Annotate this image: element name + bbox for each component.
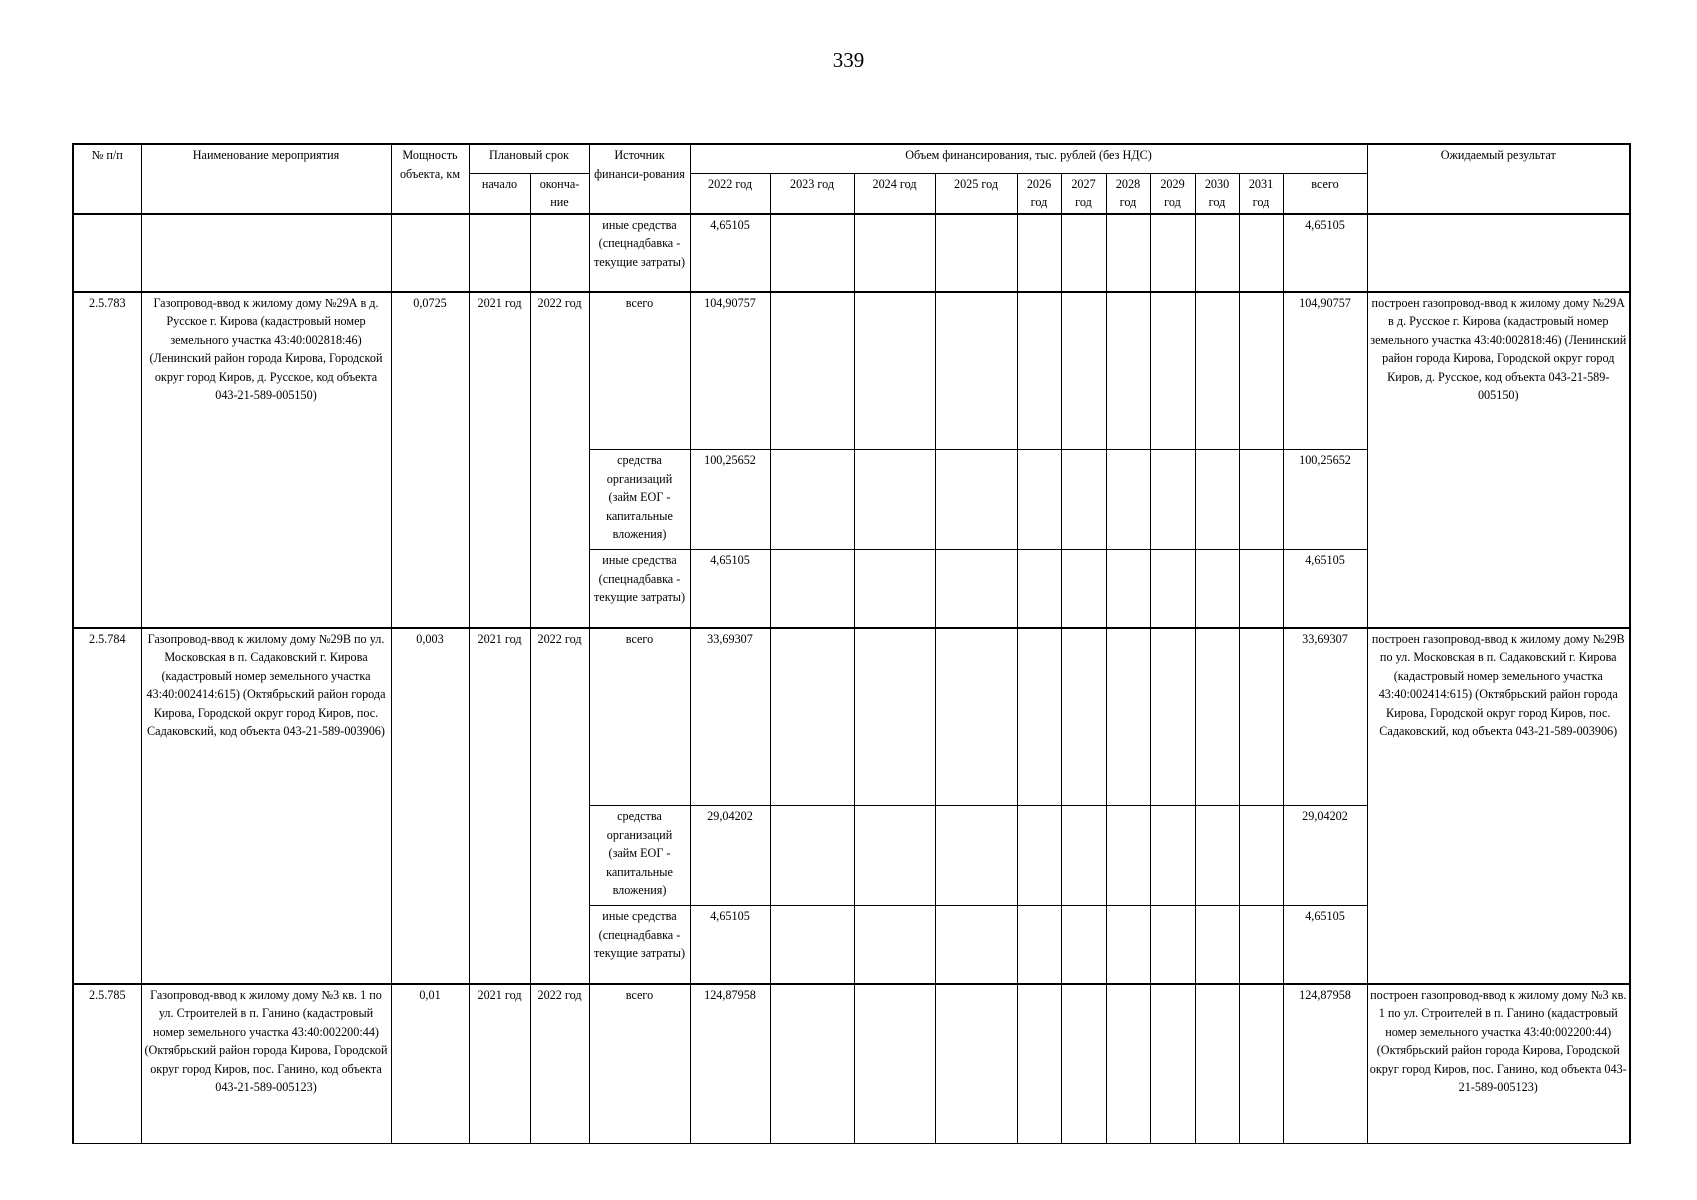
financing-table	[72, 143, 1631, 1144]
empty-cell	[1239, 550, 1283, 628]
empty-cell	[935, 550, 1017, 628]
item-source: всего	[589, 292, 690, 450]
item-y2022: 100,25652	[690, 450, 770, 550]
item-source: иные средства (спецнадбавка - текущие затраты)	[589, 550, 690, 628]
item-source: всего	[589, 628, 690, 806]
empty-cell	[1150, 906, 1195, 984]
item-y2022: 33,69307	[690, 628, 770, 806]
empty-cell	[1195, 628, 1239, 806]
empty-cell	[73, 214, 141, 292]
empty-cell	[770, 450, 854, 550]
empty-cell	[935, 628, 1017, 806]
empty-cell	[1195, 550, 1239, 628]
header-year: 2029 год	[1150, 173, 1195, 214]
empty-cell	[1150, 292, 1195, 450]
item-source: средства организаций (займ ЕОГ - капитальные вложения)	[589, 450, 690, 550]
empty-cell	[1150, 806, 1195, 906]
item-num: 2.5.785	[73, 984, 141, 1144]
item-row	[73, 292, 1630, 450]
empty-cell	[770, 214, 854, 292]
item-y2022: 29,04202	[690, 806, 770, 906]
empty-cell	[770, 550, 854, 628]
carry-over-row	[73, 214, 1630, 292]
empty-cell	[1017, 984, 1061, 1144]
header-source: Источник финанси-рования	[589, 144, 690, 214]
empty-cell	[1061, 628, 1106, 806]
item-capacity: 0,01	[391, 984, 469, 1144]
header-year: 2026 год	[1017, 173, 1061, 214]
item-total: 104,90757	[1283, 292, 1367, 450]
empty-cell	[935, 806, 1017, 906]
header-total: всего	[1283, 173, 1367, 214]
empty-cell	[1061, 450, 1106, 550]
empty-cell	[854, 550, 935, 628]
empty-cell	[770, 984, 854, 1144]
header-year: 2024 год	[854, 173, 935, 214]
item-total: 4,65105	[1283, 550, 1367, 628]
empty-cell	[1017, 450, 1061, 550]
item-source: иные средства (спецнадбавка - текущие затраты)	[589, 906, 690, 984]
empty-cell	[1195, 214, 1239, 292]
header-year: 2031 год	[1239, 173, 1283, 214]
header-result: Ожидаемый результат	[1367, 144, 1630, 214]
empty-cell	[1239, 450, 1283, 550]
empty-cell	[1106, 906, 1150, 984]
item-result: построен газопровод-ввод к жилому дому №3 кв. 1 по ул. Строителей в п. Ганино (кадастровый номер земельного участка 43:40:002200:44) (Октябрьский район города Кирова, Городской округ город Киров, пос. Ганино, код объекта 043-21-589-005123)	[1367, 984, 1630, 1144]
item-capacity: 0,0725	[391, 292, 469, 628]
item-end: 2022 год	[530, 628, 589, 984]
item-source: средства организаций (займ ЕОГ - капитальные вложения)	[589, 806, 690, 906]
empty-cell	[854, 292, 935, 450]
empty-cell	[1367, 214, 1630, 292]
item-y2022: 104,90757	[690, 292, 770, 450]
item-total: 100,25652	[1283, 450, 1367, 550]
empty-cell	[1106, 806, 1150, 906]
header-year: 2023 год	[770, 173, 854, 214]
item-result: построен газопровод-ввод к жилому дому №29А в д. Русское г. Кирова (кадастровый номер земельного участка 43:40:002818:46) (Ленинский район города Кирова, Городской округ город Киров, д. Русское, код объекта 043-21-589-005150)	[1367, 292, 1630, 628]
empty-cell	[1106, 984, 1150, 1144]
empty-cell	[854, 214, 935, 292]
empty-cell	[935, 450, 1017, 550]
header-start: начало	[469, 173, 530, 214]
empty-cell	[854, 450, 935, 550]
empty-cell	[469, 214, 530, 292]
item-source: всего	[589, 984, 690, 1144]
item-result: построен газопровод-ввод к жилому дому №29В по ул. Московская в п. Садаковский г. Кирова (кадастровый номер земельного участка 43:40:002414:615) (Октябрьский район города Кирова, Городской округ город Киров, пос. Садаковский, код объекта 043-21-589-003906)	[1367, 628, 1630, 984]
item-y2022: 4,65105	[690, 550, 770, 628]
item-total: 29,04202	[1283, 806, 1367, 906]
empty-cell	[1106, 550, 1150, 628]
item-start: 2021 год	[469, 628, 530, 984]
item-start: 2021 год	[469, 292, 530, 628]
item-num: 2.5.783	[73, 292, 141, 628]
empty-cell	[1239, 906, 1283, 984]
item-total: 4,65105	[1283, 906, 1367, 984]
header-year: 2025 год	[935, 173, 1017, 214]
empty-cell	[1061, 984, 1106, 1144]
header-name: Наименование мероприятия	[141, 144, 391, 214]
empty-cell	[1017, 628, 1061, 806]
empty-cell	[935, 984, 1017, 1144]
empty-cell	[1106, 450, 1150, 550]
empty-cell	[1150, 450, 1195, 550]
empty-cell	[1239, 806, 1283, 906]
empty-cell	[935, 214, 1017, 292]
header-capacity: Мощность объекта, км	[391, 144, 469, 214]
empty-cell	[854, 984, 935, 1144]
empty-cell	[770, 906, 854, 984]
item-y2022: 124,87958	[690, 984, 770, 1144]
empty-cell	[854, 906, 935, 984]
empty-cell	[1239, 214, 1283, 292]
empty-cell	[1061, 906, 1106, 984]
header-funding: Объем финансирования, тыс. рублей (без НДС)	[690, 144, 1367, 173]
empty-cell	[1239, 628, 1283, 806]
item-name: Газопровод-ввод к жилому дому №29А в д. Русское г. Кирова (кадастровый номер земельного участка 43:40:002818:46) (Ленинский район города Кирова, Городской округ город Киров, д. Русское, код объекта 043-21-589-005150)	[141, 292, 391, 628]
item-y2022: 4,65105	[690, 906, 770, 984]
empty-cell	[770, 806, 854, 906]
carry-source: иные средства (спецнадбавка - текущие затраты)	[589, 214, 690, 292]
empty-cell	[854, 628, 935, 806]
empty-cell	[1017, 806, 1061, 906]
header-year: 2030 год	[1195, 173, 1239, 214]
header-year: 2028 год	[1106, 173, 1150, 214]
empty-cell	[1017, 292, 1061, 450]
empty-cell	[935, 906, 1017, 984]
empty-cell	[1061, 214, 1106, 292]
page-number: 339	[832, 48, 865, 72]
item-row	[73, 984, 1630, 1144]
item-row	[73, 628, 1630, 806]
item-total: 124,87958	[1283, 984, 1367, 1144]
empty-cell	[1017, 214, 1061, 292]
header-year: 2022 год	[690, 173, 770, 214]
empty-cell	[1061, 806, 1106, 906]
empty-cell	[1061, 292, 1106, 450]
item-num: 2.5.784	[73, 628, 141, 984]
empty-cell	[1239, 292, 1283, 450]
empty-cell	[391, 214, 469, 292]
header-num: № п/п	[73, 144, 141, 214]
empty-cell	[1150, 628, 1195, 806]
empty-cell	[935, 292, 1017, 450]
item-start: 2021 год	[469, 984, 530, 1144]
empty-cell	[141, 214, 391, 292]
empty-cell	[1195, 806, 1239, 906]
empty-cell	[1150, 984, 1195, 1144]
item-capacity: 0,003	[391, 628, 469, 984]
empty-cell	[1106, 214, 1150, 292]
header-year: 2027 год	[1061, 173, 1106, 214]
empty-cell	[1195, 906, 1239, 984]
empty-cell	[1106, 628, 1150, 806]
item-name: Газопровод-ввод к жилому дому №29В по ул. Московская в п. Садаковский г. Кирова (кадастровый номер земельного участка 43:40:002414:615) (Октябрьский район города Кирова, Городской округ город Киров, пос. Садаковский, код объекта 043-21-589-003906)	[141, 628, 391, 984]
empty-cell	[770, 628, 854, 806]
item-end: 2022 год	[530, 292, 589, 628]
empty-cell	[1150, 550, 1195, 628]
carry-total: 4,65105	[1283, 214, 1367, 292]
empty-cell	[1195, 984, 1239, 1144]
item-end: 2022 год	[530, 984, 589, 1144]
empty-cell	[854, 806, 935, 906]
carry-y2022: 4,65105	[690, 214, 770, 292]
empty-cell	[1195, 292, 1239, 450]
empty-cell	[1061, 550, 1106, 628]
header-row-1	[73, 144, 1630, 173]
empty-cell	[1239, 984, 1283, 1144]
header-end: оконча-ние	[530, 173, 589, 214]
header-planned-term: Плановый срок	[469, 144, 589, 173]
empty-cell	[1017, 550, 1061, 628]
empty-cell	[770, 292, 854, 450]
empty-cell	[1017, 906, 1061, 984]
empty-cell	[1195, 450, 1239, 550]
empty-cell	[1150, 214, 1195, 292]
item-total: 33,69307	[1283, 628, 1367, 806]
empty-cell	[530, 214, 589, 292]
empty-cell	[1106, 292, 1150, 450]
item-name: Газопровод-ввод к жилому дому №3 кв. 1 по ул. Строителей в п. Ганино (кадастровый номер земельного участка 43:40:002200:44) (Октябрьский район города Кирова, Городской округ город Киров, пос. Ганино, код объекта 043-21-589-005123)	[141, 984, 391, 1144]
